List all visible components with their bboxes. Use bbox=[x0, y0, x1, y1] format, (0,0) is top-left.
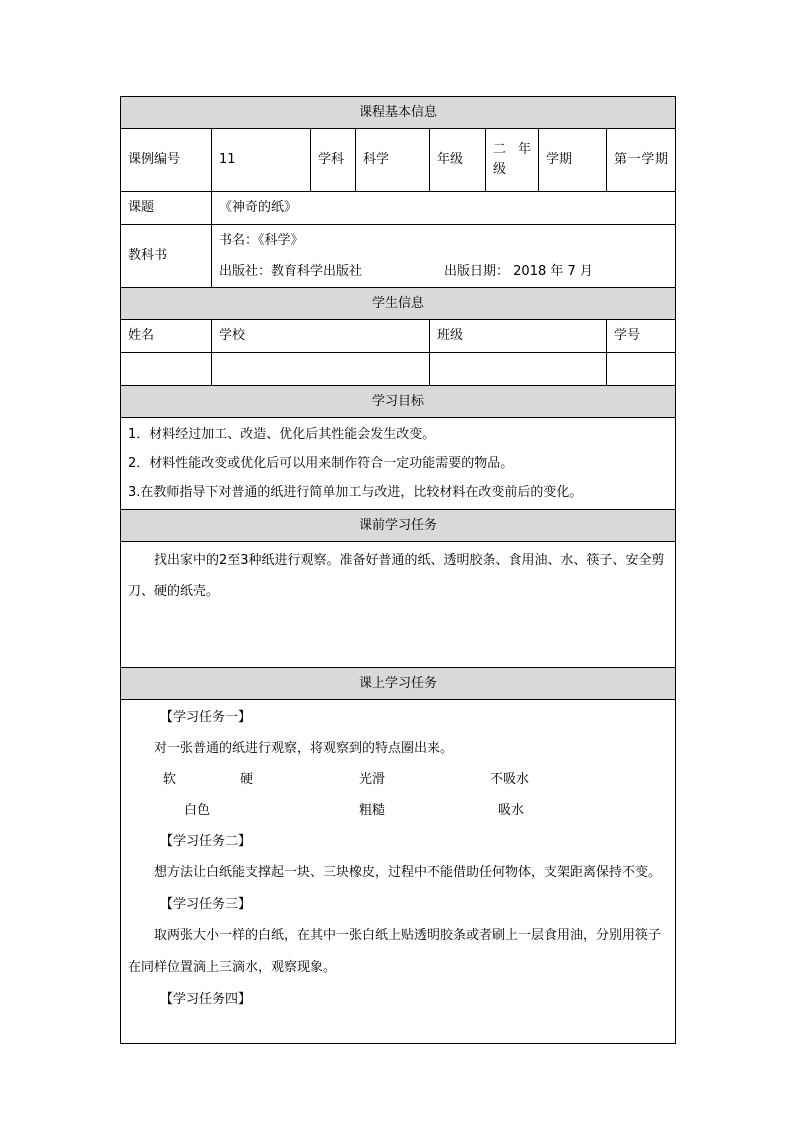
publisher: 出版社：教育科学出版社 bbox=[219, 264, 363, 279]
objective-item: 3.在教师指导下对普通的纸进行简单加工与改进，比较材料在改变前后的变化。 bbox=[128, 485, 583, 500]
publisher-line bbox=[219, 256, 668, 287]
course-info-header: 课程基本信息 bbox=[121, 97, 676, 129]
objective-item: 2．材料性能改变或优化后可以用来制作符合一定功能需要的物品。 bbox=[128, 456, 514, 471]
student-id-field[interactable] bbox=[607, 353, 676, 386]
feature-word-option[interactable]: 硬 bbox=[240, 772, 254, 787]
pre-class-header: 课前学习任务 bbox=[121, 510, 676, 542]
lesson-plan-sheet bbox=[120, 96, 675, 1044]
pre-class-content bbox=[121, 542, 676, 668]
task1-text: 对一张普通的纸进行观察，将观察到的特点圈出来。 bbox=[154, 741, 454, 756]
task1-title: 【学习任务一】 bbox=[160, 710, 252, 725]
student-class-label: 班级 bbox=[430, 320, 607, 353]
objectives-list bbox=[121, 418, 676, 510]
student-name-field[interactable] bbox=[121, 353, 212, 386]
student-school-label: 学校 bbox=[212, 320, 430, 353]
grade-value: 二 年级 bbox=[486, 129, 539, 192]
task3-title: 【学习任务三】 bbox=[160, 897, 252, 912]
objective-item: 1．材料经过加工、改造、优化后其性能会发生改变。 bbox=[128, 427, 436, 442]
case-no-label: 课例编号 bbox=[121, 129, 212, 192]
student-name-label: 姓名 bbox=[121, 320, 212, 353]
pre-class-text: 找出家中的2至3种纸进行观察。准备好普通的纸、透明胶条、食用油、水、筷子、安全剪刀、硬的纸壳。 bbox=[128, 553, 665, 599]
textbook-label: 教科书 bbox=[121, 225, 212, 288]
feature-word-option[interactable]: 白色 bbox=[184, 803, 211, 818]
in-class-header: 课上学习任务 bbox=[121, 668, 676, 700]
grade-label: 年级 bbox=[430, 129, 486, 192]
term-label: 学期 bbox=[539, 129, 607, 192]
topic-value: 《神奇的纸》 bbox=[212, 192, 676, 225]
subject-label: 学科 bbox=[311, 129, 356, 192]
student-info-header: 学生信息 bbox=[121, 288, 676, 320]
feature-words-row1 bbox=[128, 764, 668, 795]
feature-word-option[interactable]: 吸水 bbox=[498, 803, 525, 818]
case-no-value: 11 bbox=[212, 129, 311, 192]
feature-word-option[interactable]: 粗糙 bbox=[359, 803, 386, 818]
task2-text: 想方法让白纸能支撑起一块、三块橡皮，过程中不能借助任何物体，支架距离保持不变。 bbox=[154, 865, 662, 880]
student-school-field[interactable] bbox=[212, 353, 430, 386]
lesson-plan-table bbox=[120, 96, 676, 1044]
feature-word-option[interactable]: 不吸水 bbox=[490, 772, 530, 787]
task2-title: 【学习任务二】 bbox=[160, 834, 252, 849]
feature-word-option[interactable]: 软 bbox=[163, 772, 177, 787]
publish-date: 出版日期： 2018 年 7 月 bbox=[444, 264, 593, 279]
topic-label: 课题 bbox=[121, 192, 212, 225]
feature-words-row2 bbox=[128, 795, 668, 826]
student-class-field[interactable] bbox=[430, 353, 607, 386]
student-id-label: 学号 bbox=[607, 320, 676, 353]
book-name: 书名：《科学》 bbox=[219, 233, 304, 248]
in-class-content bbox=[121, 700, 676, 1044]
textbook-info bbox=[212, 225, 676, 288]
subject-value: 科学 bbox=[356, 129, 430, 192]
objectives-header: 学习目标 bbox=[121, 386, 676, 418]
task3-text: 取两张大小一样的白纸，在其中一张白纸上贴透明胶条或者刷上一层食用油，分别用筷子在同样位置滴上三滴水，观察现象。 bbox=[128, 928, 662, 975]
feature-word-option[interactable]: 光滑 bbox=[359, 772, 386, 787]
task4-title: 【学习任务四】 bbox=[160, 992, 252, 1007]
term-value: 第一学期 bbox=[607, 129, 676, 192]
